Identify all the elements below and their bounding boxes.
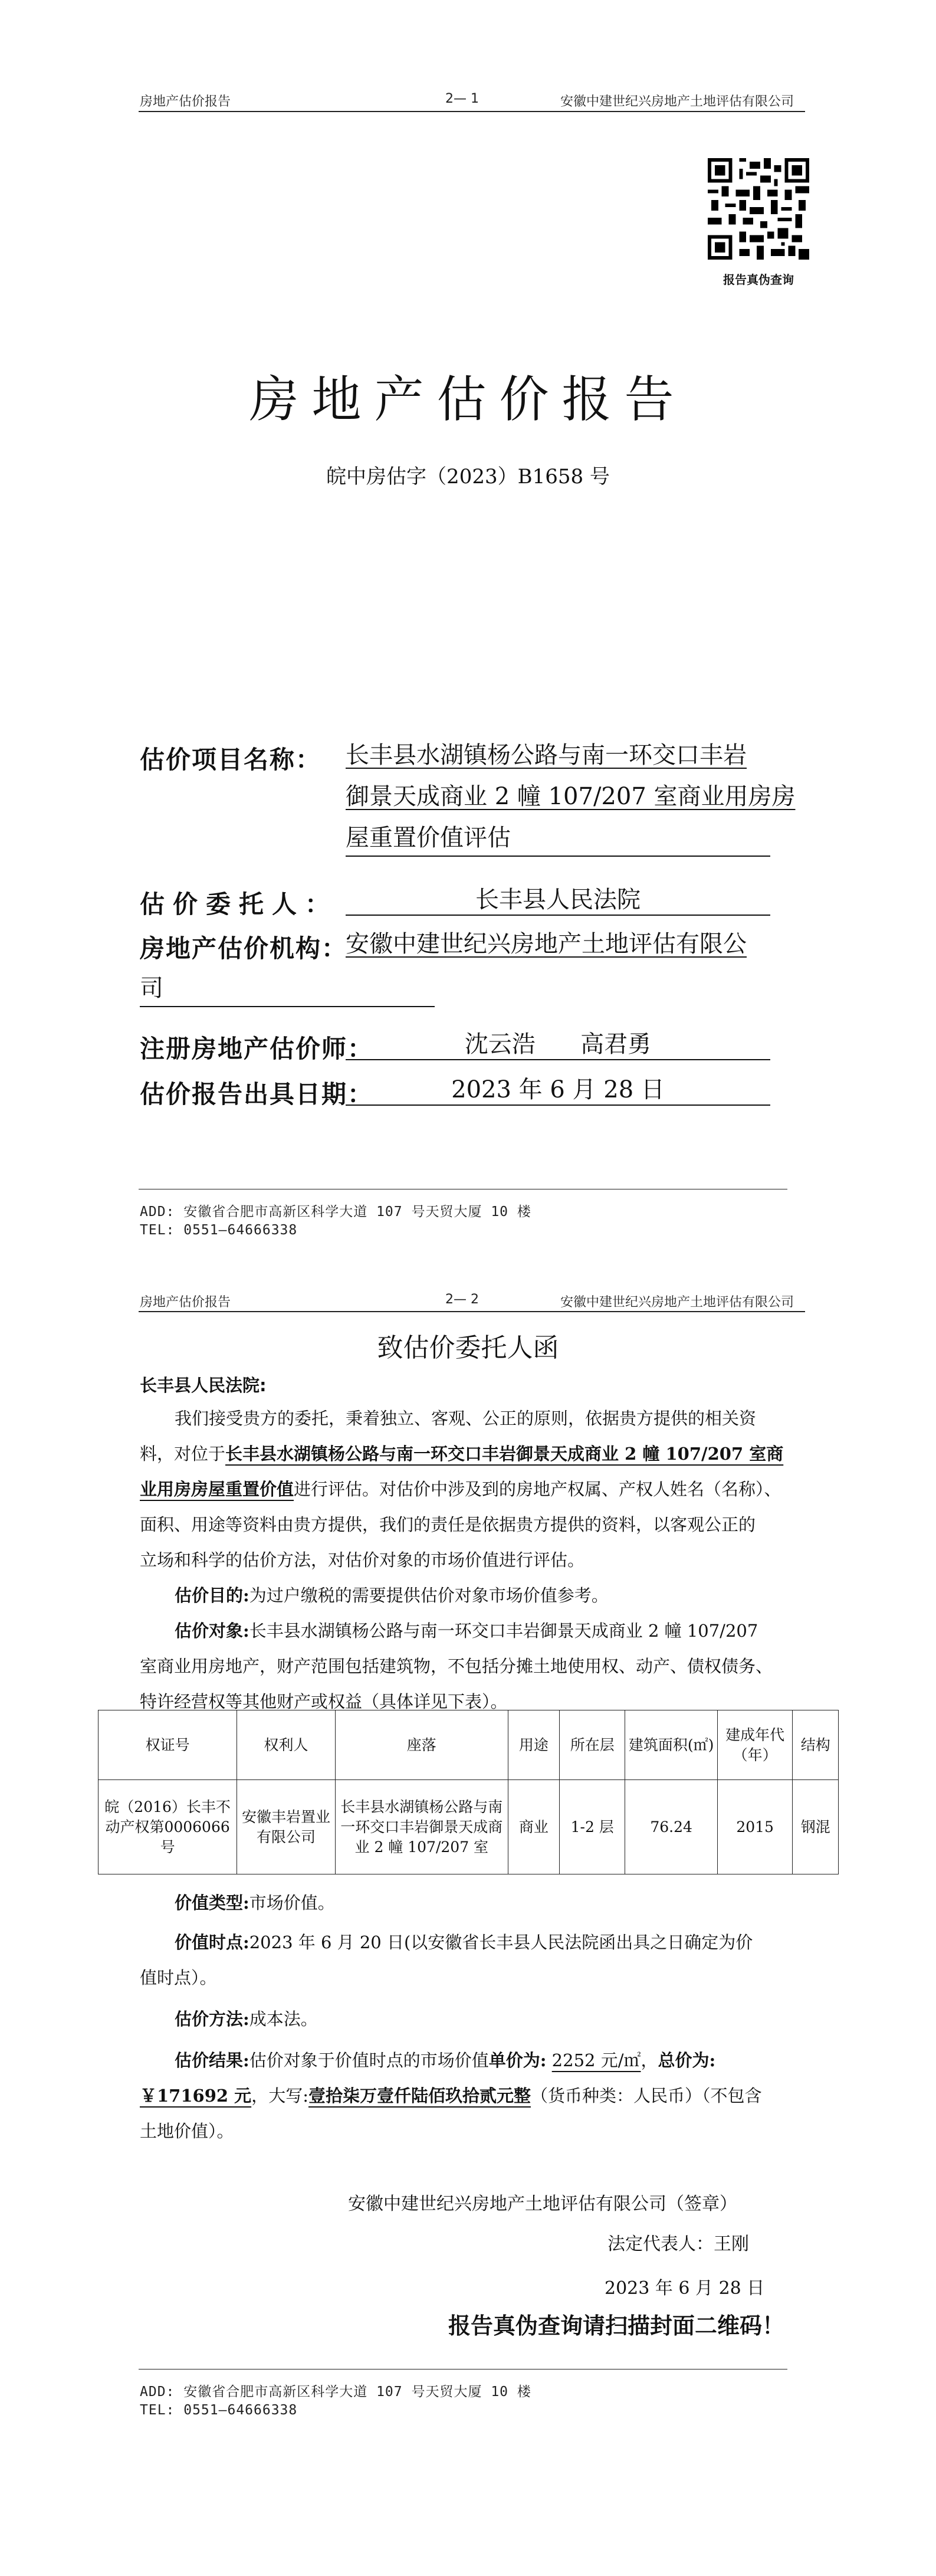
qr-verification-note: 报告真伪查询请扫描封面二维码！ (448, 2313, 785, 2339)
object-line-3: 特许经营权等其他财产或权益（具体详见下表）。 (140, 1692, 508, 1712)
table-cell: 安徽丰岩置业有限公司 (237, 1780, 336, 1874)
table-cell: 1-2 层 (560, 1780, 625, 1874)
project-name-line-3: 屋重置价值评估 (346, 824, 511, 851)
header-page-number: 2— 2 (445, 1292, 479, 1307)
result-label: 估价结果: (175, 2050, 249, 2070)
unit-price-value: 2252 元/㎡ (551, 2050, 641, 2070)
company-signature: 安徽中建世纪兴房地产土地评估有限公司（签章） (348, 2194, 737, 2214)
para1-line-1: 我们接受贵方的委托，秉着独立、客观、公正的原则，依据贵方提供的相关资 (175, 1408, 757, 1428)
para1-line-4: 面积、用途等资料由贵方提供，我们的责任是依据贵方提供的资料，以客观公正的 (140, 1515, 756, 1535)
para1-line-3 (140, 1471, 781, 1507)
method-line (175, 2001, 318, 2037)
col-header: 权利人 (237, 1710, 336, 1780)
col-header: 建成年代（年） (717, 1710, 793, 1780)
object-label: 估价对象: (175, 1621, 249, 1641)
project-name-line-1: 长丰县水湖镇杨公路与南一环交口丰岩 (346, 742, 747, 769)
salutation: 长丰县人民法院: (140, 1375, 267, 1395)
client-underline (346, 915, 770, 916)
col-header: 建筑面积(㎡) (625, 1710, 717, 1780)
table-cell: 2015 (717, 1780, 793, 1874)
header-right: 安徽中建世纪兴房地产土地评估有限公司 (560, 1295, 794, 1310)
col-header: 座落 (335, 1710, 508, 1780)
footer-tel: TEL: 0551—64666338 (140, 2403, 298, 2418)
letter-title: 致估价委托人函 (377, 1333, 559, 1363)
agency-value-line-2: 司 (140, 975, 163, 1002)
agency-label: 房地产估价机构： (140, 934, 348, 963)
header-right: 安徽中建世纪兴房地产土地评估有限公司 (560, 94, 794, 109)
value-date-label: 价值时点: (175, 1932, 249, 1952)
purpose-label: 估价目的: (175, 1585, 249, 1605)
qr-caption: 报告真伪查询 (723, 273, 794, 287)
col-header: 权证号 (98, 1710, 237, 1780)
col-header: 用途 (508, 1710, 559, 1780)
table-cell: 长丰县水湖镇杨公路与南一环交口丰岩御景天成商业 2 幢 107/207 室 (335, 1780, 508, 1874)
result-line-1: 估价结果:估价对象于价值时点的市场价值单价为: 2252 元/㎡，总价为: (175, 2050, 716, 2070)
para1-line-2 (140, 1436, 783, 1471)
value-date-line-1 (175, 1925, 753, 1960)
value-type-label: 价值类型: (175, 1893, 249, 1913)
value-date-line-2: 值时点）。 (140, 1968, 217, 1988)
project-name-underline (346, 856, 770, 857)
appraiser-underline (346, 1059, 770, 1060)
report-title: 房地产估价报告 (249, 371, 687, 428)
value-date-text-1: 2023 年 6 月 20 日(以安徽省长丰县人民法院函出具之日确定为价 (249, 1932, 753, 1952)
table-cell: 钢混 (793, 1780, 839, 1874)
legal-representative: 法定代表人：王刚 (607, 2234, 749, 2254)
client-label: 估价委托人： (140, 890, 339, 919)
col-header: 结构 (793, 1710, 839, 1780)
value-type-text: 市场价值。 (249, 1893, 335, 1913)
agency-value-line-1: 安徽中建世纪兴房地产土地评估有限公 (346, 930, 747, 958)
total-price-label: 总价为: (658, 2050, 716, 2070)
report-date-underline (346, 1105, 770, 1106)
property-use-bold: 业用房房屋重置价值 (140, 1479, 294, 1499)
value-type-line (175, 1885, 335, 1920)
object-line-1 (175, 1613, 758, 1648)
header-page-number: 2— 1 (445, 91, 479, 106)
result-line-2: ￥171692 元，大写:壹拾柒万壹仟陆佰玖拾贰元整（货币种类：人民币）（不包含 (140, 2086, 762, 2106)
unit-price-label: 单价为: (488, 2050, 547, 2070)
table-cell: 商业 (508, 1780, 559, 1874)
para1-line-3-suffix: 进行评估。对估价中涉及到的房地产权属、产权人姓名（名称）、 (294, 1479, 781, 1499)
method-label: 估价方法: (175, 2009, 249, 2029)
report-number: 皖中房估字（2023）B1658 号 (326, 465, 610, 489)
result-line-3: 土地价值）。 (140, 2121, 234, 2141)
project-name-label: 估价项目名称： (140, 745, 322, 774)
object-line-2: 室商业用房地产，财产范围包括建筑物，不包括分摊土地使用权、动产、债权债务、 (140, 1656, 773, 1676)
header-left: 房地产估价报告 (140, 1295, 231, 1310)
sign-date: 2023 年 6 月 28 日 (605, 2278, 765, 2299)
result-text-2: （货币种类：人民币）（不包含 (530, 2086, 762, 2106)
table-row (98, 1780, 839, 1874)
object-text-1: 长丰县水湖镇杨公路与南一环交口丰岩御景天成商业 2 幢 107/207 (249, 1621, 758, 1641)
report-date-label: 估价报告出具日期： (140, 1080, 374, 1109)
upper-value: 壹拾柒万壹仟陆佰玖拾贰元整 (308, 2086, 531, 2106)
table-cell: 皖（2016）长丰不动产权第0006066 号 (98, 1780, 237, 1874)
header-rule (139, 1311, 805, 1312)
report-date-value: 2023 年 6 月 28 日 (451, 1076, 665, 1103)
header-left: 房地产估价报告 (140, 94, 231, 109)
appraiser-value: 沈云浩 高君勇 (464, 1031, 652, 1058)
footer-tel: TEL: 0551—64666338 (140, 1223, 298, 1238)
col-header: 所在层 (560, 1710, 625, 1780)
client-value: 长丰县人民法院 (475, 886, 641, 913)
header-rule (139, 111, 805, 112)
para1-line-5: 立场和科学的估价方法，对估价对象的市场价值进行评估。 (140, 1550, 585, 1570)
table-header-row (98, 1710, 839, 1780)
purpose-line (175, 1578, 609, 1613)
result-text-1: 估价对象于价值时点的市场价值 (249, 2050, 489, 2070)
footer-address: ADD: 安徽省合肥市高新区科学大道 107 号天贸大厦 10 楼 (140, 2384, 531, 2400)
para1-line-2-prefix: 料，对位于 (140, 1444, 226, 1464)
qr-code-icon (708, 158, 809, 260)
total-price-value: ￥171692 元 (140, 2086, 252, 2106)
property-address-bold: 长丰县水湖镇杨公路与南一环交口丰岩御景天成商业 2 幢 107/207 室商 (225, 1444, 784, 1464)
appraiser-label: 注册房地产估价师： (140, 1034, 374, 1063)
purpose-text: 为过户缴税的需要提供估价对象市场价值参考。 (249, 1585, 609, 1605)
property-table (98, 1710, 839, 1874)
project-name-line-2: 御景天成商业 2 幢 107/207 室商业用房房 (346, 783, 796, 810)
agency-underline (140, 1006, 435, 1007)
footer-address: ADD: 安徽省合肥市高新区科学大道 107 号天贸大厦 10 楼 (140, 1204, 531, 1220)
upper-label: 大写: (268, 2086, 308, 2106)
table-cell: 76.24 (625, 1780, 717, 1874)
method-text: 成本法。 (249, 2009, 318, 2029)
